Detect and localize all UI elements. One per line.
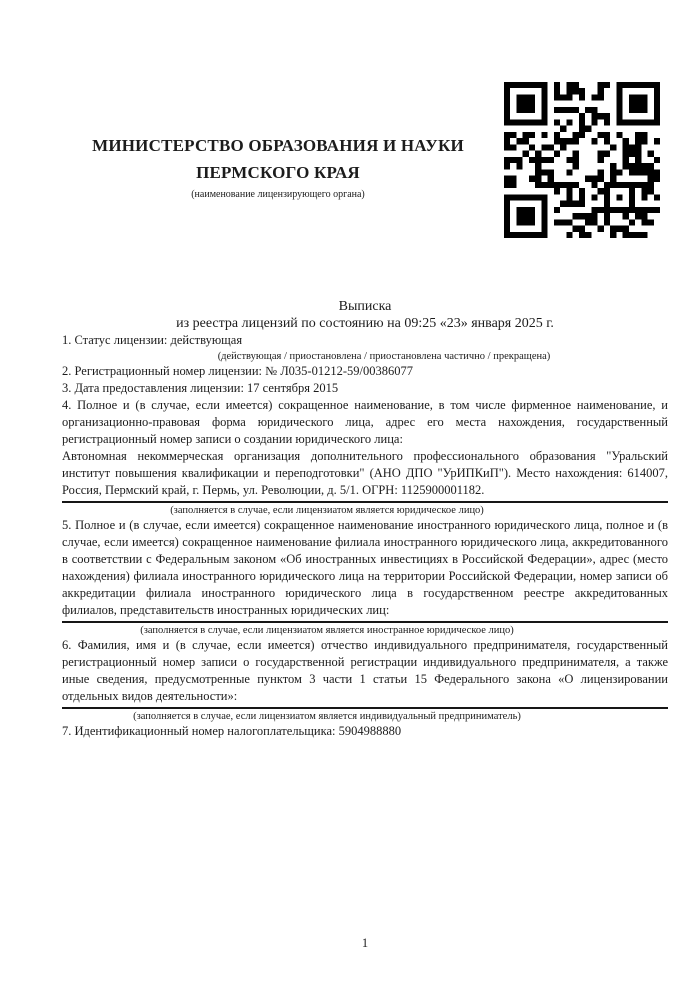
document-title-line2: из реестра лицензий по состоянию на 09:25 «23» января 2025 г. [176, 316, 554, 331]
item-6-entrepreneur-label: 6. Фамилия, имя и (в случае, если имеется) отчество индивидуального предпринимателя, государственный регистрационный номер записи о государственной регистрации индивидуального предпринимателя, а также иные сведения, предусмотренные пунктом 3 части 1 статьи 15 Федерального закона «О лицензировании отдельных видов деятельности»: [62, 638, 668, 703]
ministry-caption: (наименование лицензирующего органа) [191, 189, 365, 200]
item-3-license-date: 3. Дата предоставления лицензии: 17 сентября 2015 [62, 381, 339, 395]
document-title [62, 298, 668, 332]
item-4-legal-entity-value: Автономная некоммерческая организация дополнительного профессионального образования "Уральский институт повышения квалификации и переподготовки" (АНО ДПО "УрИПКиП"). Место нахождения: 614007, Россия, Пермский край, г. Пермь, ул. Революции, д. 5/1. ОГРН: 1125900001182. [62, 449, 668, 497]
divider-entrepreneur [62, 707, 668, 709]
divider-foreign-entity [62, 621, 668, 623]
item-1-caption: (действующая / приостановлена / приостановлена частично / прекращена) [217, 351, 551, 362]
item-2-registration-number: 2. Регистрационный номер лицензии: № Л035-01212-59/00386077 [62, 364, 413, 378]
qr-code-icon [504, 82, 660, 238]
ministry-name-line1: МИНИСТЕРСТВО ОБРАЗОВАНИЯ И НАУКИ [92, 136, 464, 155]
ministry-header [62, 0, 494, 201]
ministry-name-line2: ПЕРМСКОГО КРАЯ [196, 163, 360, 182]
item-1-license-status: 1. Статус лицензии: действующая [62, 333, 243, 347]
divider-legal-entity [62, 501, 668, 503]
item-4-caption: (заполняется в случае, если лицензиатом является юридическое лицо) [170, 505, 484, 516]
item-4-legal-entity-label: 4. Полное и (в случае, если имеется) сокращенное наименование, в том числе фирменное наименование, и организационно-правовая форма юридического лица, адрес его места нахождения, государственный регистрационный номер записи о создании юридического лица: [62, 398, 668, 446]
item-7-taxpayer-number: 7. Идентификационный номер налогоплательщика: 5904988880 [62, 724, 402, 738]
item-5-foreign-entity-label: 5. Полное и (в случае, если имеется) сокращенное наименование иностранного юридического лица, полное и (в случае, если имеется) сокращенное наименование филиала иностранного юридического лица, аккредитованного в соответствии с Федеральным законом «Об иностранных инвестициях в Российской Федерации», адрес (место нахождения) филиала иностранного юридического лица на территории Российской Федерации, номер записи об аккредитации филиала иностранного юридического лица в государственном реестре аккредитованных филиалов, представительств иностранных юридических лиц: [62, 518, 668, 617]
item-6-caption: (заполняется в случае, если лицензиатом является индивидуальный предприниматель) [133, 711, 521, 722]
page-number: 1 [361, 936, 369, 950]
document-title-line1: Выписка [338, 299, 392, 314]
item-5-caption: (заполняется в случае, если лицензиатом является иностранное юридическое лицо) [140, 625, 514, 636]
